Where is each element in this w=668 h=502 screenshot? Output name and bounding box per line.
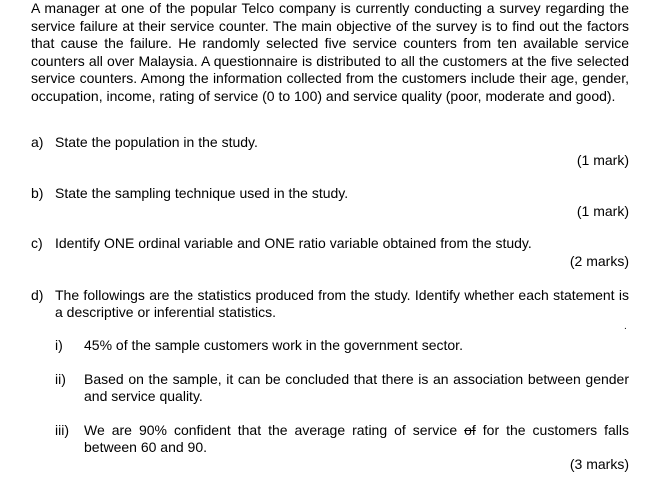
question-a-letter: a) [31,134,44,150]
question-d-letter: d) [31,287,44,303]
statement-ii-number: ii) [55,371,66,387]
question-d-text: The followings are the statistics produced from the study. Identify whether each statement is a descriptive or inferential statistics. [55,287,629,320]
struck-word: of [464,422,476,438]
statement-i-text: 45% of the sample customers work in the government sector. [84,337,463,353]
question-b-text: State the sampling technique used in the study. [55,185,349,201]
statement-ii-text: Based on the sample, it can be concluded that there is an association between gender and service quality. [84,371,629,404]
statement-iii-number: iii) [55,422,69,438]
statement-iii-text [84,422,629,456]
question-c-letter: c) [31,235,43,251]
question-d-marks: (3 marks) [569,456,629,472]
question-a-marks: (1 mark) [576,152,629,168]
statement-iii-text-end: for the customers falls between 60 and 90. [84,422,629,455]
question-b-letter: b) [31,185,44,201]
statement-iii-text-start: We are 90% confident that the average rating of service [84,422,465,438]
question-b-marks: (1 mark) [576,203,629,219]
stray-dot: . [624,321,627,332]
question-scenario: A manager at one of the popular Telco company is currently conducting a survey regarding the service failure at their service counter. The main objective of the survey is to find out the factors that cause the failure. He randomly selected five service counters from ten available service counters all over Malaysia. A questionnaire is distributed to all the customers at the five selected service counters. Among the information collected from the customers include their age, gender, occupation, income, rating of service (0 to 100) and service quality (poor, moderate and good). [31,0,629,104]
statement-i-number: i) [55,337,63,353]
question-c-text: Identify ONE ordinal variable and ONE ratio variable obtained from the study. [55,235,532,251]
question-c-marks: (2 marks) [569,253,629,269]
question-a-text: State the population in the study. [55,134,258,150]
